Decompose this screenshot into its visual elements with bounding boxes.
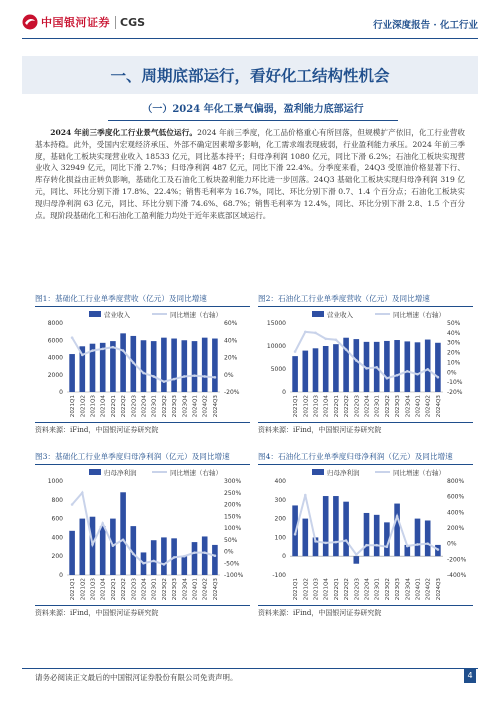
growth-point: [375, 544, 378, 547]
x-tick-label: 2023Q3: [395, 395, 402, 418]
x-tick-label: 2023Q1: [374, 578, 381, 601]
x-tick-label: 2024Q3: [435, 395, 442, 418]
bar: [202, 338, 208, 392]
bar: [141, 340, 147, 392]
y-left-tick-label: 200: [51, 553, 63, 561]
growth-point: [426, 542, 429, 545]
x-tick-label: 2022Q1: [333, 395, 340, 418]
y-left-tick-label: -100: [272, 572, 286, 579]
growth-point: [173, 556, 176, 559]
bar: [69, 531, 75, 575]
x-tick-label: 2023Q1: [151, 395, 158, 418]
growth-point: [71, 336, 74, 339]
y-right-tick-label: 0%: [447, 369, 457, 377]
y-left-tick-label: 800: [51, 496, 63, 504]
x-tick-label: 2024Q2: [425, 578, 432, 601]
x-tick-label: 2023Q4: [405, 578, 412, 601]
x-tick-label: 2022Q2: [121, 578, 128, 601]
legend-bar-label: 营业收入: [104, 311, 130, 319]
figure-3: [35, 451, 250, 618]
y-right-tick-label: 0%: [224, 548, 234, 556]
x-tick-label: 2021Q2: [303, 395, 310, 418]
growth-point: [416, 543, 419, 546]
chart-basic-chem-revenue: [35, 307, 250, 422]
growth-point: [81, 354, 84, 357]
growth-point: [112, 544, 115, 547]
growth-point: [437, 376, 440, 379]
growth-point: [406, 545, 409, 548]
bar: [212, 339, 218, 392]
y-left-tick-label: 2000: [47, 371, 63, 379]
growth-point: [91, 543, 94, 546]
y-right-tick-label: 300%: [224, 478, 242, 485]
report-type: 行业深度报告 · 化工行业: [373, 20, 478, 31]
x-tick-label: 2024Q2: [425, 395, 432, 418]
growth-point: [152, 375, 155, 378]
growth-point: [396, 515, 399, 518]
bar: [313, 348, 319, 392]
legend-bar-swatch: [312, 469, 324, 475]
legend-line-label: 同比增速（右轴）: [170, 311, 222, 319]
growth-point: [81, 491, 84, 494]
figure-title: 图3：基础化工行业单季度归母净利润（亿元）及同比增速: [35, 451, 250, 465]
growth-point: [437, 548, 440, 551]
growth-point: [324, 337, 327, 340]
y-right-tick-label: 100%: [224, 525, 242, 532]
logo-text-cn: 中国银河证券: [41, 16, 110, 29]
y-left-tick-label: 5000: [270, 366, 286, 373]
growth-point: [375, 366, 378, 369]
growth-point: [163, 380, 166, 383]
y-left-tick-label: 200: [274, 515, 286, 523]
y-right-tick-label: 250%: [224, 489, 242, 497]
legend-bar-label: 归母净利润: [327, 469, 360, 477]
growth-point: [314, 540, 317, 543]
body-paragraph: [35, 127, 465, 221]
y-right-tick-label: 400%: [447, 509, 465, 517]
chart-petrochem-profit: [258, 465, 473, 605]
x-tick-label: 2024Q1: [192, 395, 199, 418]
growth-point: [152, 560, 155, 563]
growth-point: [142, 562, 145, 565]
x-tick-label: 2021Q1: [293, 578, 300, 601]
chart-basic-chem-profit: [35, 465, 250, 605]
logo-text-en: CGS: [115, 16, 145, 29]
x-tick-label: 2022Q2: [344, 578, 351, 601]
chart-petrochem-revenue: [258, 307, 473, 422]
growth-point: [163, 563, 166, 566]
bar: [212, 545, 218, 575]
legend-bar-swatch: [89, 469, 101, 475]
x-tick-label: 2021Q2: [80, 395, 87, 418]
bar: [415, 342, 421, 392]
x-tick-label: 2021Q4: [323, 395, 330, 418]
growth-point: [132, 361, 135, 364]
y-left-tick-label: 10000: [266, 343, 286, 350]
x-tick-label: 2024Q1: [415, 578, 422, 601]
bar: [333, 496, 339, 556]
x-tick-label: 2021Q3: [313, 578, 320, 601]
y-right-tick-label: 800%: [447, 478, 465, 485]
x-tick-label: 2022Q1: [110, 395, 117, 418]
x-tick-label: 2022Q1: [333, 578, 340, 601]
x-tick-label: 2021Q3: [90, 395, 97, 418]
figure-2: [258, 293, 473, 435]
y-right-tick-label: 60%: [224, 320, 238, 327]
y-left-tick-label: 15000: [266, 320, 286, 327]
growth-point: [386, 546, 389, 549]
y-left-tick-label: 0: [282, 553, 286, 561]
growth-point: [365, 544, 368, 547]
y-right-tick-label: 50%: [224, 536, 238, 544]
growth-point: [142, 372, 145, 375]
y-right-tick-label: 40%: [224, 337, 238, 345]
figure-title: 图2：石油化工行业单季度营收（亿元）及同比增速: [258, 293, 473, 307]
bar: [415, 519, 421, 557]
bar: [353, 556, 359, 564]
subsection-heading: （一）2024 年化工景气偏弱，盈利能力底部运行: [108, 100, 398, 121]
bar: [69, 354, 75, 392]
y-right-tick-label: -200%: [447, 556, 467, 564]
growth-point: [314, 332, 317, 335]
growth-point: [203, 375, 206, 378]
x-tick-label: 2023Q1: [151, 578, 158, 601]
bar: [171, 339, 177, 392]
growth-point: [183, 375, 186, 378]
paragraph-lead: 2024 年前三季度化工行业景气低位运行。: [50, 128, 198, 137]
growth-point: [122, 349, 125, 352]
y-right-tick-label: -20%: [224, 389, 240, 396]
growth-point: [355, 553, 358, 556]
bar: [181, 340, 187, 392]
header-divider: [22, 38, 478, 39]
bar: [120, 492, 126, 575]
growth-point: [355, 359, 358, 362]
x-tick-label: 2022Q3: [131, 395, 138, 418]
x-tick-label: 2021Q2: [80, 578, 87, 601]
x-tick-label: 2023Q4: [182, 395, 189, 418]
growth-point: [132, 553, 135, 556]
y-right-tick-label: 20%: [447, 349, 461, 357]
bar: [161, 537, 167, 575]
growth-point: [365, 367, 368, 370]
growth-point: [71, 503, 74, 506]
y-left-tick-label: 0: [282, 389, 286, 396]
growth-point: [214, 376, 217, 379]
bar: [192, 341, 198, 392]
legend-bar-label: 归母净利润: [104, 469, 137, 477]
x-tick-label: 2022Q4: [364, 395, 371, 418]
figure-source: 资料来源：iFind，中国银河证券研究院: [258, 422, 473, 435]
x-tick-label: 2023Q3: [395, 578, 402, 601]
growth-point: [91, 349, 94, 352]
bar: [323, 496, 329, 556]
y-left-tick-label: 4000: [47, 354, 63, 362]
x-tick-label: 2023Q2: [161, 578, 168, 601]
x-tick-label: 2021Q1: [293, 395, 300, 418]
y-right-tick-label: -50%: [224, 560, 240, 568]
brand-logo: [22, 14, 145, 30]
y-right-tick-label: 0%: [447, 540, 457, 548]
growth-point: [294, 350, 297, 353]
bar: [343, 338, 349, 392]
y-right-tick-label: 0%: [224, 371, 234, 379]
x-tick-label: 2021Q3: [313, 395, 320, 418]
growth-point: [396, 374, 399, 377]
figure-1: [35, 293, 250, 435]
y-left-tick-label: 0: [59, 389, 63, 396]
y-right-tick-label: -10%: [447, 379, 463, 387]
figure-title: 图1：基础化工行业单季度营收（亿元）及同比增速: [35, 293, 250, 307]
bar: [292, 356, 298, 392]
legend-line-label: 同比增速（右轴）: [393, 311, 445, 319]
x-tick-label: 2021Q1: [70, 578, 77, 601]
figure-title: 图4：石油化工行业单季度归母净利润（亿元）及同比增速: [258, 451, 473, 465]
x-tick-label: 2022Q4: [364, 578, 371, 601]
legend-line-label: 同比增速（右轴）: [393, 469, 445, 477]
figure-source: 资料来源：iFind，中国银河证券研究院: [258, 605, 473, 618]
section-heading-text: 一、周期底部运行，看好化工结构性机会: [110, 66, 390, 85]
y-right-tick-label: 50%: [447, 320, 461, 327]
y-left-tick-label: 400: [274, 478, 286, 485]
x-tick-label: 2023Q4: [182, 578, 189, 601]
growth-point: [183, 555, 186, 558]
y-right-tick-label: -100%: [224, 572, 244, 579]
y-right-tick-label: 200%: [224, 501, 242, 509]
y-right-tick-label: -20%: [447, 389, 463, 396]
y-right-tick-label: 30%: [447, 339, 461, 347]
x-tick-label: 2021Q1: [70, 395, 77, 418]
figure-source: 资料来源：iFind，中国银河证券研究院: [35, 422, 250, 435]
y-right-tick-label: 200%: [447, 525, 465, 532]
legend-line-label: 同比增速（右轴）: [170, 469, 222, 477]
y-left-tick-label: 600: [51, 515, 63, 523]
x-tick-label: 2023Q3: [172, 578, 179, 601]
y-left-tick-label: 1000: [47, 478, 63, 485]
x-tick-label: 2023Q4: [405, 395, 412, 418]
footer-disclaimer: 请务必阅读正文最后的中国银河证券股份有限公司免责声明。: [35, 673, 238, 682]
bar: [120, 333, 126, 392]
x-tick-label: 2023Q2: [384, 395, 391, 418]
bar: [79, 519, 85, 575]
growth-point: [112, 346, 115, 349]
x-tick-label: 2021Q4: [323, 578, 330, 601]
x-tick-label: 2022Q1: [110, 578, 117, 601]
legend-bar-label: 营业收入: [327, 311, 353, 319]
y-right-tick-label: 20%: [224, 354, 238, 362]
x-tick-label: 2022Q3: [131, 578, 138, 601]
growth-point: [101, 522, 104, 525]
page-number: 4: [464, 669, 476, 683]
x-tick-label: 2022Q4: [141, 395, 148, 418]
growth-point: [304, 331, 307, 334]
bar: [323, 346, 329, 392]
x-tick-label: 2021Q4: [100, 578, 107, 601]
x-tick-label: 2022Q4: [141, 578, 148, 601]
growth-point: [426, 368, 429, 371]
bar: [302, 519, 308, 557]
x-tick-label: 2023Q3: [172, 395, 179, 418]
growth-point: [203, 551, 206, 554]
figure-source: 资料来源：iFind，中国银河证券研究院: [35, 605, 250, 618]
x-tick-label: 2024Q3: [435, 578, 442, 601]
footer-divider: [22, 668, 478, 669]
bar: [384, 341, 390, 392]
bar: [394, 504, 400, 557]
y-right-tick-label: 10%: [447, 359, 461, 367]
growth-point: [214, 554, 217, 557]
growth-point: [193, 551, 196, 554]
page-header: [0, 0, 500, 44]
x-tick-label: 2024Q3: [212, 578, 219, 601]
bar: [181, 556, 187, 575]
growth-point: [324, 542, 327, 545]
bar: [425, 520, 431, 556]
growth-point: [345, 539, 348, 542]
bar: [151, 341, 157, 392]
bar: [333, 344, 339, 392]
x-tick-label: 2024Q2: [202, 395, 209, 418]
bar: [192, 542, 198, 575]
growth-point: [335, 541, 338, 544]
x-tick-label: 2021Q3: [90, 578, 97, 601]
y-left-tick-label: 100: [274, 534, 286, 542]
x-tick-label: 2021Q4: [100, 395, 107, 418]
bar: [394, 340, 400, 392]
bar: [364, 513, 370, 556]
bar: [435, 343, 441, 392]
y-left-tick-label: 0: [59, 572, 63, 579]
bar: [425, 340, 431, 392]
x-tick-label: 2022Q3: [354, 578, 361, 601]
x-tick-label: 2022Q3: [354, 395, 361, 418]
paragraph-body: 2024 年前三季度，化工品价格重心有所回落，但规模扩产依旧，化工行业营收基本持稳。此外，受国内宏观经济承压、外部不确定因素增多影响，化工需求端表现疲弱，行业盈利能力承压。2024 年前三季度，基础化工板块实现营业收入 18533 亿元，同比基本持平；归母净利润 1080 亿元，同比下滑 6.2%；石油化工板块实现营业收入 32949 亿元，同比下滑 2.7%；归母净利润 487 亿元，同比下滑 22.4%。分季度来看，24Q3 受原油价格显著下行、库存转化损益由正转负影响，基础化工及石油化工板块盈利能力环比进一步回落。24Q3 基础化工板块实现归母净利润 319 亿元，同比、环比分别下滑 17.8%、22.4%；销售毛利率为 16.7%，同比、环比分别下滑 0.7、1.4 个百分点；石油化工板块实现归母净利润 63 亿元，同比、环比分别下滑 74.6%、68.7%；销售毛利率为 12.4%，同比、环比分别下滑 2.8、1.5 个百分点。现阶段基础化工和石油化工盈利能力均处于近年来底部区域运行。: [35, 128, 465, 220]
bar: [353, 339, 359, 392]
bar: [151, 540, 157, 575]
bar: [302, 351, 308, 392]
growth-point: [101, 348, 104, 351]
growth-point: [193, 374, 196, 377]
x-tick-label: 2023Q1: [374, 395, 381, 418]
y-right-tick-label: -400%: [447, 572, 467, 579]
x-tick-label: 2022Q2: [121, 395, 128, 418]
x-tick-label: 2024Q1: [192, 578, 199, 601]
growth-point: [406, 370, 409, 373]
bar: [161, 338, 167, 392]
x-tick-label: 2024Q3: [212, 395, 219, 418]
growth-point: [173, 378, 176, 381]
bar: [374, 515, 380, 556]
figure-4: [258, 451, 473, 618]
growth-point: [122, 538, 125, 541]
y-right-tick-label: 600%: [447, 493, 465, 501]
growth-point: [304, 494, 307, 497]
legend-bar-swatch: [89, 311, 101, 317]
section-heading: [22, 56, 478, 94]
y-right-tick-label: 40%: [447, 329, 461, 337]
galaxy-logo-icon: [22, 14, 38, 30]
legend-bar-swatch: [312, 311, 324, 317]
y-left-tick-label: 8000: [47, 320, 63, 327]
bar: [404, 341, 410, 392]
x-tick-label: 2024Q2: [202, 578, 209, 601]
y-left-tick-label: 300: [274, 496, 286, 504]
bar: [343, 502, 349, 557]
bar: [202, 536, 208, 575]
y-left-tick-label: 6000: [47, 337, 63, 345]
growth-point: [416, 373, 419, 376]
x-tick-label: 2024Q1: [415, 395, 422, 418]
growth-point: [386, 377, 389, 380]
growth-point: [345, 348, 348, 351]
x-tick-label: 2023Q2: [161, 395, 168, 418]
x-tick-label: 2023Q2: [384, 578, 391, 601]
growth-point: [335, 338, 338, 341]
y-left-tick-label: 400: [51, 534, 63, 542]
bar: [100, 526, 106, 575]
x-tick-label: 2021Q2: [303, 578, 310, 601]
y-right-tick-label: 150%: [224, 513, 242, 521]
growth-point: [294, 533, 297, 536]
x-tick-label: 2022Q2: [344, 395, 351, 418]
